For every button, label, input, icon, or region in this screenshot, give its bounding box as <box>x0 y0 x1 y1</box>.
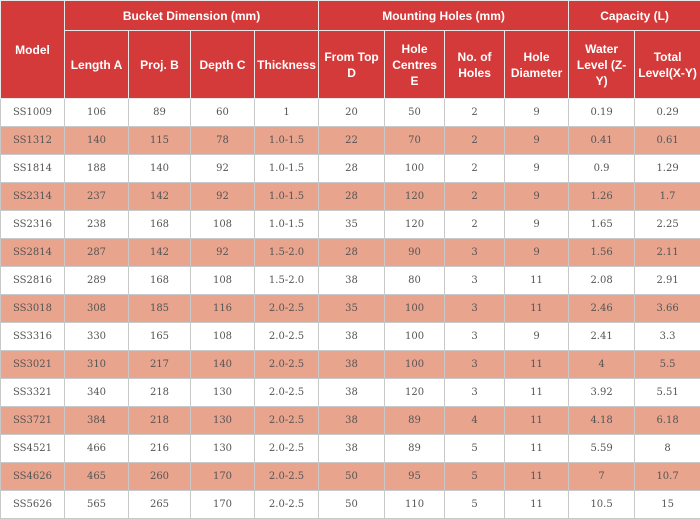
cell-proj: 115 <box>129 127 191 155</box>
col-header-from-top: From Top D <box>319 31 385 99</box>
cell-thickness: 1.0-1.5 <box>255 127 319 155</box>
col-header-thickness: Thickness <box>255 31 319 99</box>
table-row <box>1 239 700 267</box>
cell-total-level: 3.66 <box>635 295 700 323</box>
col-header-hole-centres: Hole Centres E <box>385 31 445 99</box>
cell-water-level: 0.19 <box>569 99 635 127</box>
cell-length: 310 <box>65 351 129 379</box>
cell-depth: 170 <box>191 491 255 519</box>
cell-proj: 265 <box>129 491 191 519</box>
cell-depth: 130 <box>191 407 255 435</box>
cell-total-level: 15 <box>635 491 700 519</box>
cell-length: 340 <box>65 379 129 407</box>
cell-thickness: 1.5-2.0 <box>255 239 319 267</box>
cell-total-level: 0.29 <box>635 99 700 127</box>
cell-hole-diameter: 11 <box>505 463 569 491</box>
table-header <box>1 1 700 99</box>
cell-hole-centres: 80 <box>385 267 445 295</box>
cell-water-level: 2.08 <box>569 267 635 295</box>
cell-water-level: 3.92 <box>569 379 635 407</box>
cell-hole-diameter: 11 <box>505 295 569 323</box>
cell-proj: 216 <box>129 435 191 463</box>
col-header-length: Length A <box>65 31 129 99</box>
cell-from-top: 38 <box>319 267 385 295</box>
cell-hole-diameter: 11 <box>505 491 569 519</box>
cell-water-level: 0.9 <box>569 155 635 183</box>
cell-thickness: 2.0-2.5 <box>255 435 319 463</box>
cell-thickness: 1 <box>255 99 319 127</box>
col-header-proj: Proj. B <box>129 31 191 99</box>
cell-proj: 168 <box>129 267 191 295</box>
table-row <box>1 183 700 211</box>
cell-no-of-holes: 5 <box>445 491 505 519</box>
cell-depth: 130 <box>191 379 255 407</box>
cell-hole-diameter: 9 <box>505 99 569 127</box>
table-row <box>1 127 700 155</box>
cell-proj: 142 <box>129 183 191 211</box>
cell-proj: 165 <box>129 323 191 351</box>
cell-length: 106 <box>65 99 129 127</box>
cell-hole-centres: 120 <box>385 183 445 211</box>
table-row <box>1 435 700 463</box>
cell-depth: 60 <box>191 99 255 127</box>
cell-depth: 108 <box>191 323 255 351</box>
cell-proj: 140 <box>129 155 191 183</box>
cell-depth: 78 <box>191 127 255 155</box>
cell-total-level: 1.7 <box>635 183 700 211</box>
cell-hole-centres: 110 <box>385 491 445 519</box>
cell-water-level: 4.18 <box>569 407 635 435</box>
cell-model: SS2314 <box>1 183 65 211</box>
cell-hole-diameter: 11 <box>505 435 569 463</box>
cell-hole-diameter: 11 <box>505 351 569 379</box>
table-row <box>1 491 700 519</box>
cell-hole-centres: 100 <box>385 155 445 183</box>
cell-hole-diameter: 9 <box>505 127 569 155</box>
cell-length: 308 <box>65 295 129 323</box>
cell-thickness: 2.0-2.5 <box>255 463 319 491</box>
cell-length: 384 <box>65 407 129 435</box>
cell-from-top: 50 <box>319 463 385 491</box>
cell-length: 289 <box>65 267 129 295</box>
cell-thickness: 2.0-2.5 <box>255 351 319 379</box>
col-header-depth: Depth C <box>191 31 255 99</box>
cell-depth: 92 <box>191 239 255 267</box>
cell-thickness: 1.5-2.0 <box>255 267 319 295</box>
cell-from-top: 20 <box>319 99 385 127</box>
cell-total-level: 0.61 <box>635 127 700 155</box>
cell-total-level: 3.3 <box>635 323 700 351</box>
cell-from-top: 38 <box>319 379 385 407</box>
cell-hole-centres: 89 <box>385 435 445 463</box>
cell-length: 238 <box>65 211 129 239</box>
cell-total-level: 10.7 <box>635 463 700 491</box>
cell-total-level: 2.11 <box>635 239 700 267</box>
cell-model: SS1009 <box>1 99 65 127</box>
cell-model: SS4521 <box>1 435 65 463</box>
cell-no-of-holes: 2 <box>445 99 505 127</box>
cell-no-of-holes: 2 <box>445 155 505 183</box>
cell-length: 465 <box>65 463 129 491</box>
cell-from-top: 28 <box>319 183 385 211</box>
cell-from-top: 38 <box>319 351 385 379</box>
cell-model: SS3018 <box>1 295 65 323</box>
cell-hole-centres: 89 <box>385 407 445 435</box>
group-header-mounting-holes: Mounting Holes (mm) <box>319 1 569 31</box>
cell-model: SS4626 <box>1 463 65 491</box>
cell-model: SS1312 <box>1 127 65 155</box>
cell-proj: 89 <box>129 99 191 127</box>
cell-hole-centres: 90 <box>385 239 445 267</box>
cell-from-top: 35 <box>319 295 385 323</box>
cell-hole-diameter: 9 <box>505 239 569 267</box>
col-header-total-level: Total Level(X-Y) <box>635 31 700 99</box>
cell-total-level: 2.25 <box>635 211 700 239</box>
cell-proj: 260 <box>129 463 191 491</box>
cell-depth: 170 <box>191 463 255 491</box>
cell-total-level: 5.51 <box>635 379 700 407</box>
cell-proj: 168 <box>129 211 191 239</box>
cell-proj: 218 <box>129 379 191 407</box>
cell-depth: 140 <box>191 351 255 379</box>
cell-model: SS3316 <box>1 323 65 351</box>
cell-water-level: 2.46 <box>569 295 635 323</box>
cell-from-top: 28 <box>319 155 385 183</box>
cell-hole-centres: 100 <box>385 295 445 323</box>
cell-proj: 218 <box>129 407 191 435</box>
cell-thickness: 2.0-2.5 <box>255 379 319 407</box>
cell-no-of-holes: 3 <box>445 239 505 267</box>
cell-hole-diameter: 9 <box>505 183 569 211</box>
cell-no-of-holes: 4 <box>445 407 505 435</box>
cell-no-of-holes: 2 <box>445 183 505 211</box>
cell-depth: 108 <box>191 211 255 239</box>
cell-model: SS2816 <box>1 267 65 295</box>
cell-from-top: 22 <box>319 127 385 155</box>
cell-depth: 92 <box>191 155 255 183</box>
table-row <box>1 351 700 379</box>
cell-water-level: 1.56 <box>569 239 635 267</box>
cell-hole-diameter: 11 <box>505 267 569 295</box>
cell-no-of-holes: 3 <box>445 351 505 379</box>
cell-water-level: 10.5 <box>569 491 635 519</box>
col-header-water-level: Water Level (Z-Y) <box>569 31 635 99</box>
cell-length: 330 <box>65 323 129 351</box>
cell-hole-centres: 50 <box>385 99 445 127</box>
cell-depth: 130 <box>191 435 255 463</box>
cell-thickness: 2.0-2.5 <box>255 323 319 351</box>
cell-from-top: 50 <box>319 491 385 519</box>
cell-model: SS2316 <box>1 211 65 239</box>
cell-total-level: 1.29 <box>635 155 700 183</box>
cell-from-top: 38 <box>319 323 385 351</box>
cell-length: 188 <box>65 155 129 183</box>
table-row <box>1 379 700 407</box>
cell-no-of-holes: 3 <box>445 295 505 323</box>
cell-from-top: 35 <box>319 211 385 239</box>
cell-total-level: 6.18 <box>635 407 700 435</box>
cell-hole-centres: 120 <box>385 211 445 239</box>
cell-model: SS3021 <box>1 351 65 379</box>
cell-length: 466 <box>65 435 129 463</box>
cell-length: 565 <box>65 491 129 519</box>
cell-hole-centres: 120 <box>385 379 445 407</box>
cell-hole-diameter: 11 <box>505 379 569 407</box>
cell-depth: 116 <box>191 295 255 323</box>
cell-hole-centres: 100 <box>385 351 445 379</box>
cell-thickness: 1.0-1.5 <box>255 211 319 239</box>
cell-no-of-holes: 3 <box>445 267 505 295</box>
table-body <box>1 99 700 519</box>
cell-water-level: 5.59 <box>569 435 635 463</box>
cell-model: SS1814 <box>1 155 65 183</box>
cell-depth: 92 <box>191 183 255 211</box>
cell-hole-diameter: 9 <box>505 211 569 239</box>
cell-proj: 217 <box>129 351 191 379</box>
col-header-model: Model <box>1 1 65 99</box>
group-header-capacity: Capacity (L) <box>569 1 700 31</box>
cell-length: 140 <box>65 127 129 155</box>
header-group-row <box>1 1 700 31</box>
table-row <box>1 99 700 127</box>
col-header-no-of-holes: No. of Holes <box>445 31 505 99</box>
table-row <box>1 323 700 351</box>
cell-from-top: 28 <box>319 239 385 267</box>
cell-no-of-holes: 5 <box>445 435 505 463</box>
cell-hole-diameter: 9 <box>505 155 569 183</box>
col-header-hole-diameter: Hole Diameter <box>505 31 569 99</box>
cell-no-of-holes: 2 <box>445 211 505 239</box>
cell-no-of-holes: 3 <box>445 379 505 407</box>
cell-thickness: 1.0-1.5 <box>255 155 319 183</box>
cell-length: 237 <box>65 183 129 211</box>
cell-from-top: 38 <box>319 407 385 435</box>
cell-model: SS3321 <box>1 379 65 407</box>
cell-from-top: 38 <box>319 435 385 463</box>
group-header-bucket-dimension: Bucket Dimension (mm) <box>65 1 319 31</box>
cell-no-of-holes: 5 <box>445 463 505 491</box>
cell-model: SS5626 <box>1 491 65 519</box>
cell-total-level: 2.91 <box>635 267 700 295</box>
cell-hole-diameter: 11 <box>505 407 569 435</box>
table-row <box>1 267 700 295</box>
cell-proj: 185 <box>129 295 191 323</box>
cell-water-level: 4 <box>569 351 635 379</box>
table-row <box>1 463 700 491</box>
cell-water-level: 0.41 <box>569 127 635 155</box>
cell-model: SS3721 <box>1 407 65 435</box>
cell-hole-centres: 100 <box>385 323 445 351</box>
cell-water-level: 2.41 <box>569 323 635 351</box>
cell-length: 287 <box>65 239 129 267</box>
cell-thickness: 2.0-2.5 <box>255 491 319 519</box>
cell-no-of-holes: 2 <box>445 127 505 155</box>
cell-hole-diameter: 9 <box>505 323 569 351</box>
table-row <box>1 211 700 239</box>
cell-no-of-holes: 3 <box>445 323 505 351</box>
cell-thickness: 2.0-2.5 <box>255 407 319 435</box>
table-row <box>1 155 700 183</box>
cell-total-level: 8 <box>635 435 700 463</box>
cell-model: SS2814 <box>1 239 65 267</box>
table-row <box>1 295 700 323</box>
cell-proj: 142 <box>129 239 191 267</box>
table-row <box>1 407 700 435</box>
header-column-row <box>1 31 700 99</box>
cell-thickness: 1.0-1.5 <box>255 183 319 211</box>
cell-water-level: 7 <box>569 463 635 491</box>
cell-depth: 108 <box>191 267 255 295</box>
cell-thickness: 2.0-2.5 <box>255 295 319 323</box>
cell-water-level: 1.65 <box>569 211 635 239</box>
cell-hole-centres: 95 <box>385 463 445 491</box>
cell-water-level: 1.26 <box>569 183 635 211</box>
cell-total-level: 5.5 <box>635 351 700 379</box>
cell-hole-centres: 70 <box>385 127 445 155</box>
